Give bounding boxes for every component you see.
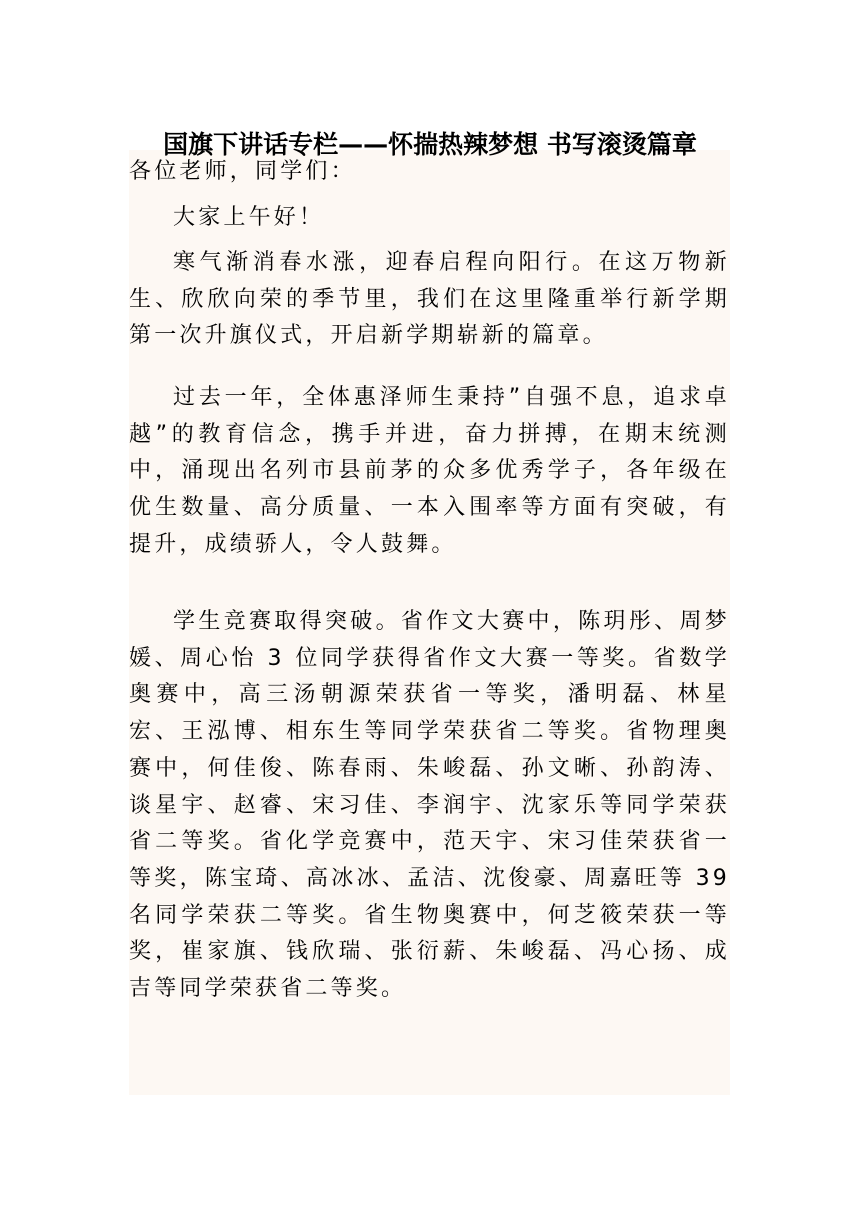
page-title: 国旗下讲话专栏——怀揣热辣梦想 书写滚烫篇章 bbox=[163, 129, 697, 159]
paragraph-achievements: 过去一年，全体惠泽师生秉持”自强不息，追求卓越”的教育信念，携手并进，奋力拼搏，在期末统测中，涌现出名列市县前茅的众多优秀学子，各年级在优生数量、高分质量、一本入围率等方面有突破，有提升，成绩骄人，令人鼓舞。 bbox=[129, 385, 730, 557]
salutation: 各位老师，同学们： bbox=[129, 159, 356, 184]
paragraph-competitions: 学生竞赛取得突破。省作文大赛中，陈玥彤、周梦媛、周心怡 3 位同学获得省作文大赛一等奖。省数学奥赛中，高三汤朝源荣获省一等奖，潘明磊、林星宏、王泓博、相东生等同学荣获省二等奖。省物理奥赛中，何佳俊、陈春雨、朱峻磊、孙文晰、孙韵涛、谈星宇、赵睿、宋习佳、李润宇、沈家乐等同学荣获省二等奖。省化学竞赛中，范天宇、宋习佳荣获省一等奖，陈宝琦、高冰冰、孟洁、沈俊豪、周嘉旺等 39 名同学荣获二等奖。省生物奥赛中，何芝筱荣获一等奖，崔家旗、钱欣瑞、张衍薪、朱峻磊、冯心扬、成吉等同学荣获省二等奖。 bbox=[129, 609, 730, 1002]
paragraph-opening: 寒气渐消春水涨，迎春启程向阳行。在这万物新生、欣欣向荣的季节里，我们在这里隆重举行新学期第一次升旗仪式，开启新学期崭新的篇章。 bbox=[129, 250, 730, 349]
greeting: 大家上午好！ bbox=[173, 205, 325, 230]
